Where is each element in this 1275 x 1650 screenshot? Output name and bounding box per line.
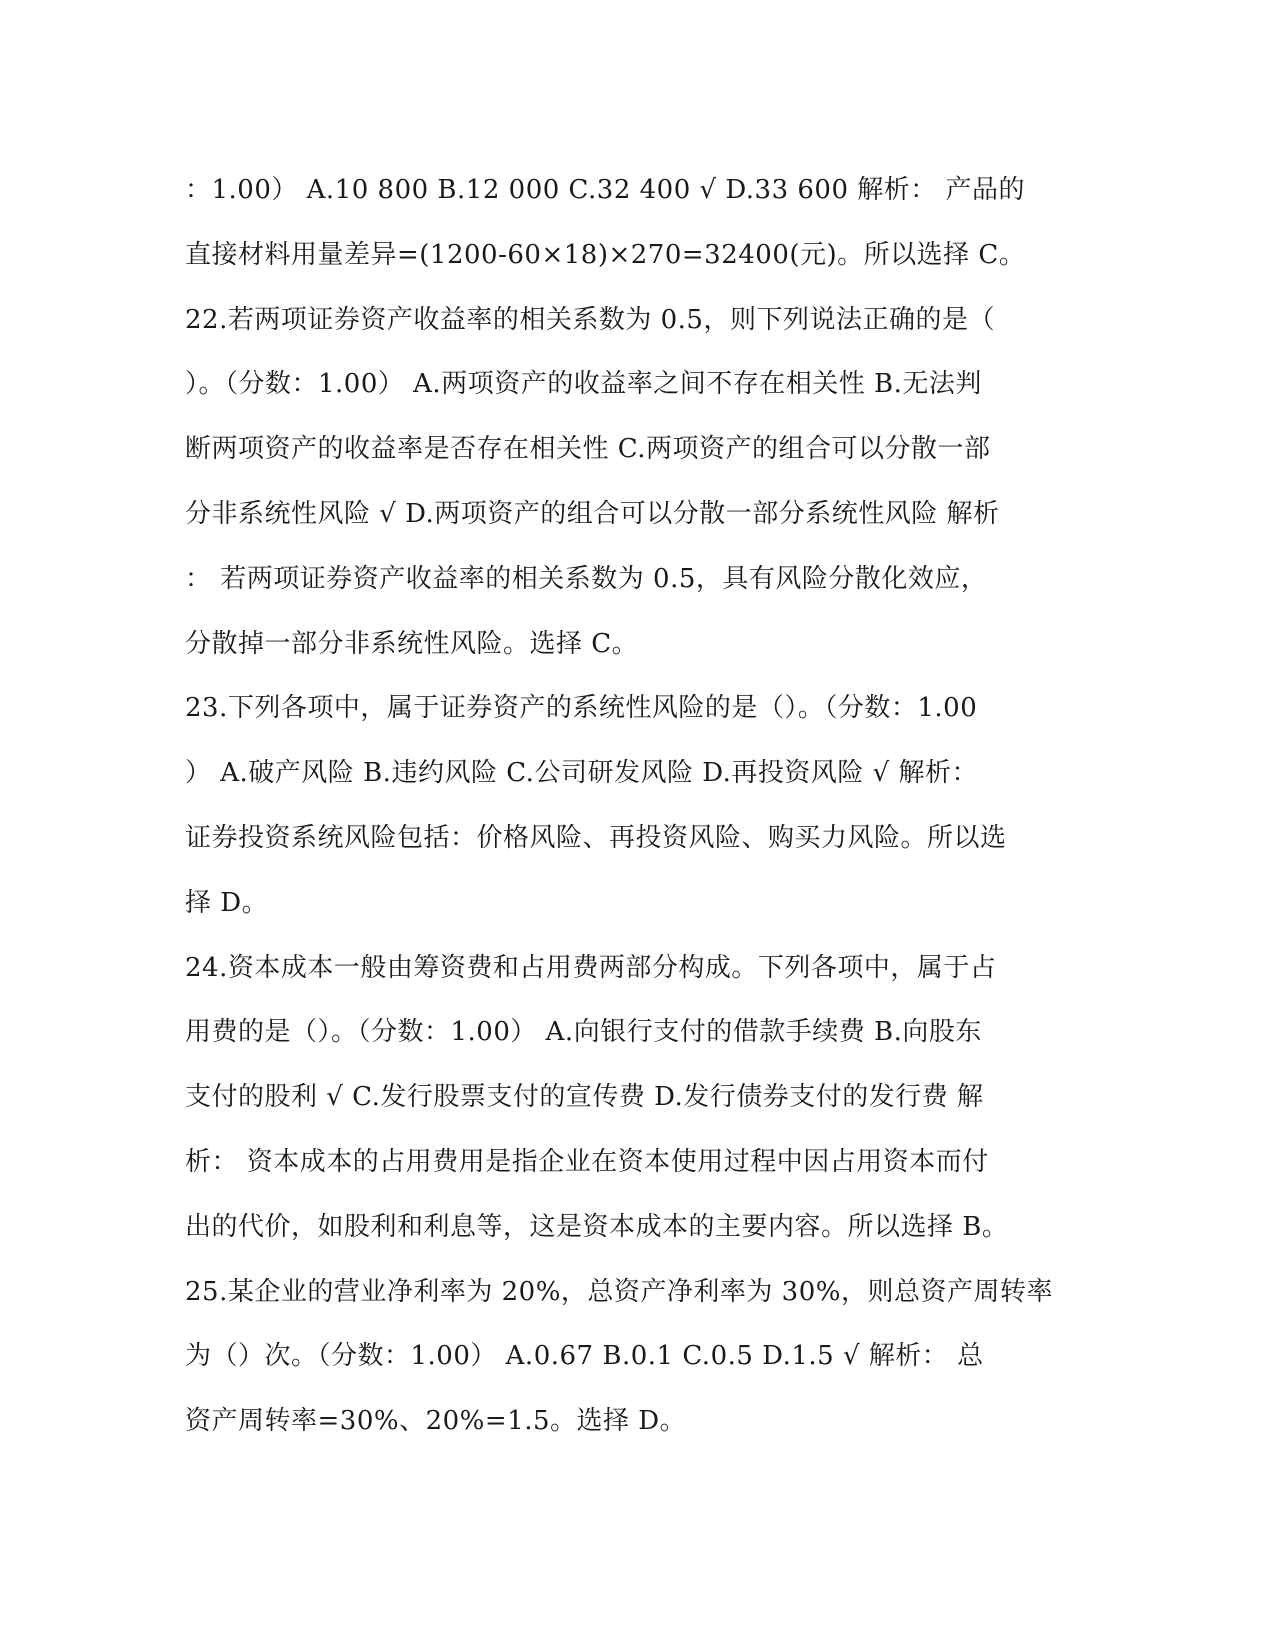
text-line: ：1.00） A.10 800 B.12 000 C.32 400 √ D.33 600 解析： 产品的 xyxy=(185,175,1026,205)
text-line: 资产周转率=30%、20%=1.5。选择 D。 xyxy=(185,1406,687,1437)
text-line: 支付的股利 √ C.发行股票支付的宣传费 D.发行债券支付的发行费 解 xyxy=(185,1082,984,1113)
text-line: 直接材料用量差异=(1200-60×18)×270=32400(元)。所以选择 C。 xyxy=(185,239,1026,270)
text-line: 析： 资本成本的占用费用是指企业在资本使用过程中因占用资本而付 xyxy=(185,1146,989,1177)
document-body xyxy=(185,158,1085,1454)
text-line: 断两项资产的收益率是否存在相关性 C.两项资产的组合可以分散一部 xyxy=(185,434,991,465)
text-line: 用费的是（）。（分数：1.00） A.向银行支付的借款手续费 B.向股东 xyxy=(185,1017,982,1048)
question-23-line: 23.下列各项中，属于证券资产的系统性风险的是（）。（分数：1.00 xyxy=(185,693,978,724)
text-line: 择 D。 xyxy=(185,887,269,918)
text-line: 为（）次。（分数：1.00） A.0.67 B.0.1 C.0.5 D.1.5 √ 解析： 总 xyxy=(185,1341,984,1372)
question-24-line: 24.资本成本一般由筹资费和占用费两部分构成。下列各项中，属于占 xyxy=(185,952,997,983)
text-line: 出的代价，如股利和利息等，这是资本成本的主要内容。所以选择 B。 xyxy=(185,1211,1009,1242)
text-line: ） A.破产风险 B.违约风险 C.公司研发风险 D.再投资风险 √ 解析： xyxy=(185,758,978,789)
text-line: 分非系统性风险 √ D.两项资产的组合可以分散一部分系统性风险 解析 xyxy=(185,498,1000,529)
text-line: ： 若两项证券资产收益率的相关系数为 0.5，具有风险分散化效应， xyxy=(185,563,988,594)
question-22-line: 22.若两项证券资产收益率的相关系数为 0.5，则下列说法正确的是（ xyxy=(185,304,995,335)
text-line: 证券投资系统风险包括：价格风险、再投资风险、购买力风险。所以选 xyxy=(185,822,1007,853)
question-25-line: 25.某企业的营业净利率为 20%，总资产净利率为 30%，则总资产周转率 xyxy=(185,1276,1053,1307)
text-line: ）。（分数：1.00） A.两项资产的收益率之间不存在相关性 B.无法判 xyxy=(185,369,982,400)
text-line: 分散掉一部分非系统性风险。选择 C。 xyxy=(185,628,639,659)
